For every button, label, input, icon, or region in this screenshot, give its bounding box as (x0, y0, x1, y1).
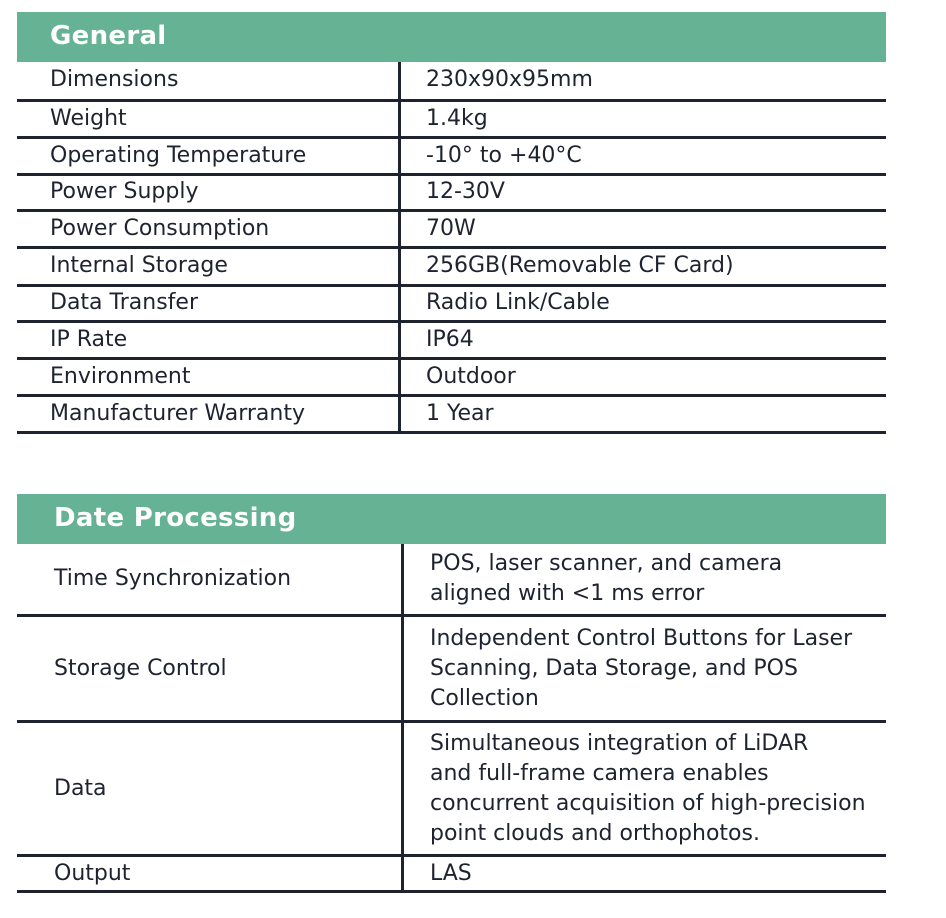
processing-table (17, 544, 886, 893)
spec-value-line: POS, laser scanner, and camera (430, 551, 783, 576)
spec-row (17, 176, 886, 212)
spec-label: Internal Storage (50, 253, 228, 278)
spec-value-line: LAS (430, 860, 472, 886)
spec-label: Operating Temperature (50, 142, 307, 168)
spec-value-line: Independent Control Buttons for Laser (430, 625, 853, 651)
spec-value: 230x90x95mm (426, 67, 593, 92)
spec-value-line: Scanning, Data Storage, and POS (430, 655, 798, 681)
spec-value: IP64 (426, 326, 474, 352)
spec-label: Storage Control (54, 655, 227, 681)
spec-value (430, 859, 472, 889)
spec-row (17, 249, 886, 287)
spec-value-line: point clouds and orthophotos. (430, 820, 760, 846)
spec-row (17, 287, 886, 323)
spec-label: Output (54, 860, 131, 886)
spec-label: Data (54, 775, 107, 801)
spec-value (430, 624, 852, 714)
spec-value-line: concurrent acquisition of high-precision (430, 790, 866, 816)
spec-value: -10° to +40°C (426, 142, 582, 168)
spec-row (17, 102, 886, 139)
spec-row (17, 857, 886, 893)
spec-value (430, 729, 866, 849)
spec-row (17, 212, 886, 249)
spec-value-line: Collection (430, 685, 539, 711)
spec-label: Power Supply (50, 179, 199, 204)
spec-row (17, 544, 886, 617)
processing-header (17, 494, 886, 544)
spec-value: 256GB(Removable CF Card) (426, 253, 734, 278)
spec-row (17, 360, 886, 397)
spec-value-line: aligned with <1 ms error (430, 581, 705, 606)
spec-value: Outdoor (426, 363, 516, 389)
spec-value: 1 Year (426, 400, 494, 426)
general-section (17, 12, 886, 434)
general-table (17, 62, 886, 434)
processing-title: Date Processing (54, 503, 297, 533)
spec-label: Dimensions (50, 67, 179, 92)
spec-value-line: and full-frame camera enables (430, 760, 769, 786)
spec-label: Data Transfer (50, 290, 198, 315)
spec-value: Radio Link/Cable (426, 290, 610, 315)
spec-label: IP Rate (50, 326, 128, 352)
spec-label: Manufacturer Warranty (50, 400, 305, 426)
general-header (17, 12, 886, 62)
spec-value-line: Simultaneous integration of LiDAR (430, 730, 809, 756)
general-title: General (50, 21, 167, 51)
spec-row (17, 323, 886, 360)
spec-label: Weight (50, 105, 127, 131)
spec-label: Power Consumption (50, 215, 270, 241)
spec-label: Time Synchronization (54, 566, 292, 591)
spec-value: 12-30V (426, 179, 505, 204)
spec-row (17, 617, 886, 723)
spec-value (430, 549, 782, 609)
processing-section (17, 494, 886, 893)
spec-row (17, 723, 886, 857)
spec-label: Environment (50, 363, 191, 389)
spec-row (17, 62, 886, 102)
spec-row (17, 397, 886, 434)
spec-value: 1.4kg (426, 105, 488, 131)
spec-row (17, 139, 886, 176)
spec-value: 70W (426, 215, 476, 241)
